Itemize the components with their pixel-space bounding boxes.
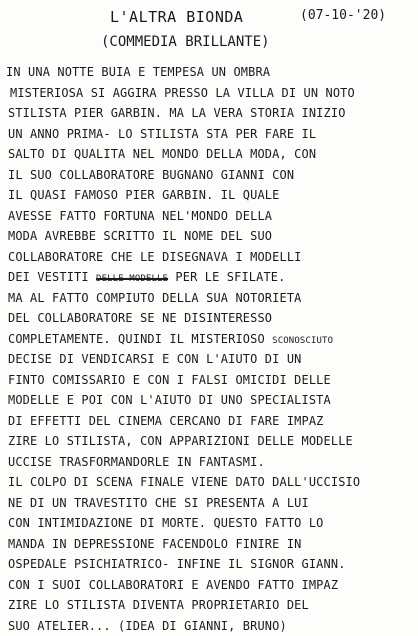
text-line: MODA AVREBBE SCRITTO IL NOME DEL SUO (6, 226, 412, 247)
text-line: NE DI UN TRAVESTITO CHE SI PRESENTA A LUI (6, 493, 412, 514)
text-line: COLLABORATORE CHE LE DISEGNAVA I MODELLI (6, 247, 412, 268)
text-line: STILISTA PIER GARBIN. MA LA VERA STORIA INIZIO (6, 103, 412, 124)
text-line: MISTERIOSA SI AGGIRA PRESSO LA VILLA DI UN NOTO (6, 83, 412, 104)
text-line: IL QUASI FAMOSO PIER GARBIN. IL QUALE (6, 185, 412, 206)
text-line: MODELLE E POI CON L'AIUTO DI UNO SPECIALISTA (6, 390, 412, 411)
text-line: AVESSE FATTO FORTUNA NEL'MONDO DELLA (6, 206, 412, 227)
text-line: IL SUO COLLABORATORE BUGNANO GIANNI CON (6, 165, 412, 186)
text-line: MA AL FATTO COMPIUTO DELLA SUA NOTORIETA (6, 288, 412, 309)
text-segment: DEI VESTITI (8, 270, 96, 284)
text-line: SALTO DI QUALITA NEL MONDO DELLA MODA, CON (6, 144, 412, 165)
text-segment: PER LE SFILATE. (168, 270, 285, 284)
text-line: ZIRE LO STILISTA DIVENTA PROPRIETARIO DEL (6, 595, 412, 616)
text-line-with-strikethrough (6, 267, 412, 288)
story-body (6, 62, 414, 636)
text-line: DEL COLLABORATORE SE NE DISINTERESSO (6, 308, 412, 329)
text-line: IL COLPO DI SCENA FINALE VIENE DATO DALL'UCCISIO (6, 472, 412, 493)
text-line: CON INTIMIDAZIONE DI MORTE. QUESTO FATTO LO (6, 513, 412, 534)
text-line: OSPEDALE PSICHIATRICO- INFINE IL SIGNOR GIANN. (6, 554, 412, 575)
text-line: MANDA IN DEPRESSIONE FACENDOLO FINIRE IN (6, 534, 412, 555)
text-line: ZIRE LO STILISTA, CON APPARIZIONI DELLE MODELLE (6, 431, 412, 452)
text-line-with-insert (6, 329, 412, 350)
text-line: DI EFFETTI DEL CINEMA CERCANO DI FARE IMPAZ (6, 411, 412, 432)
text-line: UN ANNO PRIMA- LO STILISTA STA PER FARE IL (6, 124, 412, 145)
document-date: (07-10-'20) (300, 8, 386, 23)
text-line: IN UNA NOTTE BUIA E TEMPESA UN OMBRA (6, 62, 412, 83)
text-line: CON I SUOI COLLABORATORI E AVENDO FATTO IMPAZ (6, 575, 412, 596)
text-line: UCCISE TRASFORMANDORLE IN FANTASMI. (6, 452, 412, 473)
text-segment: COMPLETAMENTE. QUINDI IL MISTERIOSO (8, 332, 272, 346)
document-subtitle: (COMMEDIA BRILLANTE) (101, 34, 270, 50)
text-line: SUO ATELIER... (IDEA DI GIANNI, BRUNO) (6, 616, 412, 636)
small-inserted-text: SCONOSCIUTO (272, 336, 333, 346)
text-line: DECISE DI VENDICARSI E CON L'AIUTO DI UN (6, 349, 412, 370)
struck-out-text: DELLE MODELLE (96, 274, 168, 284)
document-title: L'ALTRA BIONDA (110, 8, 243, 26)
text-line: FINTO COMISSARIO E CON I FALSI OMICIDI DELLE (6, 370, 412, 391)
